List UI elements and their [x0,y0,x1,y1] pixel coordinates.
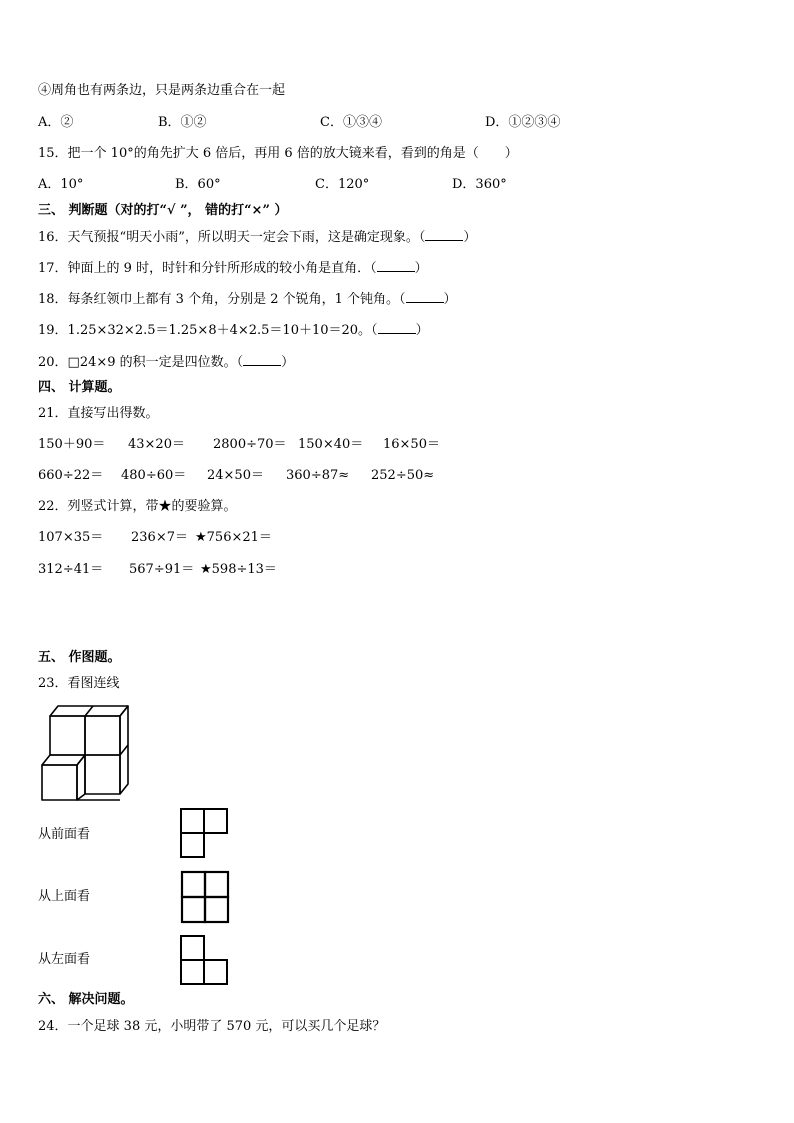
q22-item: 312÷41＝ [38,562,104,577]
q15-question: 15．把一个 10°的角先扩大 6 倍后，再用 6 倍的放大镜来看，看到的角是（ ） [38,146,518,161]
q16-text: 16．天气预报“明天小雨”，所以明天一定会下雨，这是确定现象。（ [38,230,426,245]
view-label-top: 从上面看 [38,889,91,904]
q16-answer-blank[interactable] [425,228,463,241]
section-4-heading: 四、 计算题。 [38,380,121,395]
q15-option-a[interactable]: A．10° [38,177,84,192]
q21-item: 480÷60＝ [121,468,187,483]
q17-answer-blank[interactable] [377,259,415,272]
q20-paren-close: ） [281,355,295,370]
q21-item: 24×50＝ [207,468,264,483]
view-shape-square[interactable] [181,871,231,925]
q22-item: 236×7＝ [131,530,188,545]
q14-option-c[interactable]: C．①③④ [320,115,382,130]
q21-item: 660÷22＝ [38,468,104,483]
q22-item: 567÷91＝ [129,562,195,577]
q22-item: ★598÷13＝ [200,562,277,577]
q22-item: 107×35＝ [38,530,104,545]
cube-stack-figure [38,704,132,802]
q18-text: 18．每条红领巾上都有 3 个角，分别是 2 个锐角，1 个钝角。（ [38,292,406,307]
view-label-front: 从前面看 [38,827,91,842]
q22-title: 22．列竖式计算，带★的要验算。 [38,499,237,514]
q21-item: 2800÷70＝ [213,437,287,452]
q14-statement-4: ④周角也有两条边，只是两条边重合在一起 [38,83,286,98]
q14-option-d[interactable]: D．①②③④ [485,115,561,130]
q23-title: 23．看图连线 [38,676,120,691]
section-3-heading: 三、 判断题（对的打“√ ”， 错的打“×” ） [38,203,288,218]
q16-paren-close: ） [463,230,477,245]
section-6-heading: 六、 解决问题。 [38,992,134,1007]
q20-text: 20．□24×9 的积一定是四位数。（ [38,355,244,370]
q14-option-a[interactable]: A．② [38,115,74,130]
q18-paren-close: ） [443,292,457,307]
q19-answer-blank[interactable] [378,321,416,334]
q14-option-b[interactable]: B．①② [158,115,207,130]
q22-item: ★756×21＝ [195,530,272,545]
q15-option-b[interactable]: B．60° [175,177,221,192]
q16-question [38,228,476,247]
view-shape-reverse-l[interactable] [180,935,230,987]
view-shape-l[interactable] [180,808,230,860]
q18-question [38,290,457,309]
q21-item: 150×40＝ [298,437,364,452]
q15-option-c[interactable]: C．120° [315,177,370,192]
q19-paren-close: ） [415,323,429,338]
view-label-left: 从左面看 [38,952,91,967]
q15-option-d[interactable]: D．360° [452,177,507,192]
q21-item: 360÷87≈ [286,468,350,483]
q21-item: 43×20＝ [128,437,185,452]
section-5-heading: 五、 作图题。 [38,650,121,665]
q21-item: 16×50＝ [383,437,440,452]
q18-answer-blank[interactable] [406,290,444,303]
q17-text: 17．钟面上的 9 时，时针和分针所形成的较小角是直角．（ [38,261,377,276]
q17-paren-close: ） [414,261,428,276]
q20-answer-blank[interactable] [243,353,281,366]
q24-question: 24．一个足球 38 元，小明带了 570 元，可以买几个足球？ [38,1019,386,1034]
q20-question [38,353,294,372]
q19-question [38,321,429,340]
q21-item: 252÷50≈ [371,468,435,483]
q21-item: 150＋90＝ [38,437,106,452]
q21-title: 21．直接写出得数。 [38,406,159,421]
q17-question [38,259,428,278]
q19-text: 19．1.25×32×2.5＝1.25×8＋4×2.5＝10＋10＝20。（ [38,323,378,338]
